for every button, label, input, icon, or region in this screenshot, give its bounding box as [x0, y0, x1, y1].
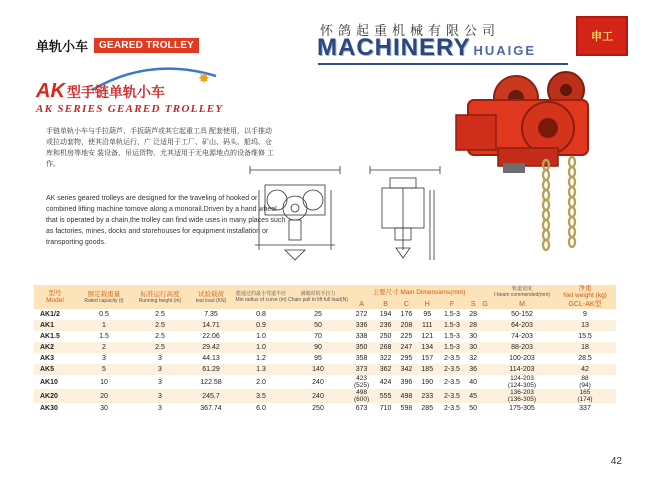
cell-run: 3	[132, 353, 188, 364]
cell-a: 336	[348, 320, 375, 331]
title-prefix: AK	[36, 80, 65, 102]
cell-s: 30	[466, 342, 480, 353]
table-row	[34, 353, 616, 364]
cell-m: 64-203	[490, 320, 554, 331]
col-track-width: 轨道宽度 I-beam commended(mm)	[490, 285, 554, 299]
cell-pull: 240	[288, 389, 348, 403]
cell-model: AK20	[34, 389, 76, 403]
cell-run: 3	[132, 403, 188, 414]
cell-c: 176	[396, 309, 417, 320]
cell-cap: 1.5	[76, 331, 132, 342]
cell-cap: 30	[76, 403, 132, 414]
col-net-weight: 净重 Net weight (kg)	[554, 285, 616, 299]
cell-cap: 10	[76, 375, 132, 389]
cell-s: 36	[466, 364, 480, 375]
cell-model: AK1	[34, 320, 76, 331]
cell-pull: 240	[288, 375, 348, 389]
cell-f: 2-3.5	[438, 403, 467, 414]
cell-h: 111	[417, 320, 438, 331]
cell-b: 710	[375, 403, 396, 414]
cell-f: 1.5-3	[438, 342, 467, 353]
cell-c: 208	[396, 320, 417, 331]
table-row	[34, 403, 616, 414]
cell-s: 28	[466, 320, 480, 331]
description-en: AK series geared trolleys are designed for the traveling of hooked or combined lifting machine tomove along a monorail.Driven by a hand wheel that is operated by a chain,the trolley can find wide uses in many places such as factories, mines, docks and storehouses for equipment installation or transporting goods.	[46, 195, 286, 246]
cell-w: 28.5	[554, 353, 616, 364]
title-cn: 型手链单轨小车	[66, 84, 165, 100]
cell-s: 45	[466, 389, 480, 403]
cell-a: 498 (600)	[348, 389, 375, 403]
cell-w: 9	[554, 309, 616, 320]
cell-pull: 140	[288, 364, 348, 375]
cell-test: 122.58	[188, 375, 234, 389]
cell-s: 28	[466, 309, 480, 320]
cell-run: 3	[132, 364, 188, 375]
table-row	[34, 375, 616, 389]
cell-model: AK5	[34, 364, 76, 375]
cell-b: 322	[375, 353, 396, 364]
dim-s: S	[466, 299, 480, 309]
cell-a: 272	[348, 309, 375, 320]
cell-cap: 1	[76, 320, 132, 331]
table-header-row	[34, 285, 616, 299]
cell-f: 2-3.5	[438, 389, 467, 403]
cell-test: 22.06	[188, 331, 234, 342]
table-row	[34, 309, 616, 320]
cell-c: 342	[396, 364, 417, 375]
cell-h: 134	[417, 342, 438, 353]
cell-c: 498	[396, 389, 417, 403]
cell-model: AK30	[34, 403, 76, 414]
cell-test: 14.71	[188, 320, 234, 331]
cell-cap: 5	[76, 364, 132, 375]
cell-test: 245.7	[188, 389, 234, 403]
cell-model: AK1/2	[34, 309, 76, 320]
weight-sub: GCL-AK型	[554, 299, 616, 309]
brand-underline	[318, 63, 568, 65]
cell-run: 3	[132, 375, 188, 389]
col-min-radius: 能通过的最小弯道半径 Min radius of curve (m)	[234, 285, 288, 309]
cell-g	[480, 364, 490, 375]
cell-test: 61.29	[188, 364, 234, 375]
section-header	[36, 36, 199, 55]
col-model: 型号 Model	[34, 285, 76, 309]
trolley-photo	[448, 70, 618, 260]
cell-g	[480, 353, 490, 364]
brand-sub: HUAIGE	[473, 43, 537, 58]
cell-b: 268	[375, 342, 396, 353]
cell-pull: 25	[288, 309, 348, 320]
cell-radius: 1.3	[234, 364, 288, 375]
cell-h: 233	[417, 389, 438, 403]
cell-radius: 0.8	[234, 309, 288, 320]
section-title-cn: 单轨小车	[36, 39, 89, 54]
company-logo: 申工	[576, 16, 628, 56]
cell-run: 2.5	[132, 309, 188, 320]
cell-g	[480, 375, 490, 389]
cell-m: 88-203	[490, 342, 554, 353]
cell-radius: 0.9	[234, 320, 288, 331]
col-test-load: 试验载荷 test load (KN)	[188, 285, 234, 309]
cell-m: 124-203 (124-305)	[490, 375, 554, 389]
cell-s: 40	[466, 375, 480, 389]
cell-cap: 0.5	[76, 309, 132, 320]
cell-g	[480, 320, 490, 331]
cell-f: 2-3.5	[438, 375, 467, 389]
cell-b: 194	[375, 309, 396, 320]
cell-cap: 2	[76, 342, 132, 353]
cell-pull: 90	[288, 342, 348, 353]
cell-radius: 6.0	[234, 403, 288, 414]
cell-test: 7.35	[188, 309, 234, 320]
cell-m: 50-152	[490, 309, 554, 320]
cell-h: 95	[417, 309, 438, 320]
track-sub: M	[490, 299, 554, 309]
table-body	[34, 309, 616, 414]
cell-c: 396	[396, 375, 417, 389]
cell-cap: 3	[76, 353, 132, 364]
dim-g: G	[480, 299, 490, 309]
star-icon: ✸	[198, 70, 210, 86]
dim-b: B	[375, 299, 396, 309]
brand-main: MACHINERY	[317, 34, 471, 61]
cell-w: 88 (94)	[554, 375, 616, 389]
cell-model: AK10	[34, 375, 76, 389]
cell-a: 423 (525)	[348, 375, 375, 389]
cell-h: 157	[417, 353, 438, 364]
cell-test: 44.13	[188, 353, 234, 364]
cell-g	[480, 309, 490, 320]
cell-model: AK1.5	[34, 331, 76, 342]
cell-g	[480, 389, 490, 403]
company-name-cn: 怀鸽起重机械有限公司	[320, 23, 501, 38]
table-row	[34, 342, 616, 353]
cell-m: 114-203	[490, 364, 554, 375]
cell-f: 1.5-3	[438, 309, 467, 320]
section-badge: GEARED TROLLEY	[94, 38, 199, 53]
cell-w: 165 (174)	[554, 389, 616, 403]
cell-pull: 70	[288, 331, 348, 342]
cell-a: 373	[348, 364, 375, 375]
side-view-drawing	[360, 160, 450, 265]
product-title	[36, 80, 165, 103]
cell-c: 598	[396, 403, 417, 414]
cell-h: 285	[417, 403, 438, 414]
cell-s: 30	[466, 331, 480, 342]
dim-f: F	[438, 299, 467, 309]
dim-a: A	[348, 299, 375, 309]
col-capacity: 额定载重量 Rated capacity (t)	[76, 285, 132, 309]
cell-g	[480, 331, 490, 342]
col-main-dimensions: 主要尺寸 Main Dimensions(mm)	[348, 285, 490, 299]
table-row	[34, 320, 616, 331]
cell-g	[480, 342, 490, 353]
cell-s: 32	[466, 353, 480, 364]
brand-logo	[317, 34, 536, 62]
table-row	[34, 389, 616, 403]
cell-m: 100-203	[490, 353, 554, 364]
cell-m: 175-305	[490, 403, 554, 414]
title-en: AK SERIES GEARED TROLLEY	[36, 103, 224, 115]
table-row	[34, 331, 616, 342]
cell-w: 15.5	[554, 331, 616, 342]
cell-f: 1.5-3	[438, 331, 467, 342]
cell-f: 2-3.5	[438, 353, 467, 364]
cell-pull: 250	[288, 403, 348, 414]
dim-h: H	[417, 299, 438, 309]
cell-pull: 95	[288, 353, 348, 364]
cell-g	[480, 403, 490, 414]
table-row	[34, 364, 616, 375]
cell-c: 247	[396, 342, 417, 353]
cell-c: 225	[396, 331, 417, 342]
cell-f: 2-3.5	[438, 364, 467, 375]
front-view-drawing	[245, 160, 345, 265]
cell-h: 121	[417, 331, 438, 342]
cell-radius: 1.0	[234, 342, 288, 353]
cell-run: 2.5	[132, 331, 188, 342]
cell-test: 29.42	[188, 342, 234, 353]
cell-b: 555	[375, 389, 396, 403]
cell-c: 295	[396, 353, 417, 364]
cell-a: 350	[348, 342, 375, 353]
cell-w: 13	[554, 320, 616, 331]
cell-h: 185	[417, 364, 438, 375]
cell-f: 1.5-3	[438, 320, 467, 331]
cell-b: 236	[375, 320, 396, 331]
cell-a: 358	[348, 353, 375, 364]
cell-a: 673	[348, 403, 375, 414]
col-running-height: 标准运行高度 Running height (m)	[132, 285, 188, 309]
cell-model: AK2	[34, 342, 76, 353]
cell-radius: 1.2	[234, 353, 288, 364]
page-number: 42	[610, 456, 622, 467]
cell-b: 362	[375, 364, 396, 375]
cell-pull: 50	[288, 320, 348, 331]
cell-model: AK3	[34, 353, 76, 364]
cell-b: 250	[375, 331, 396, 342]
cell-s: 50	[466, 403, 480, 414]
cell-radius: 3.5	[234, 389, 288, 403]
cell-m: 136-203 (136-305)	[490, 389, 554, 403]
cell-b: 424	[375, 375, 396, 389]
cell-test: 367.74	[188, 403, 234, 414]
cell-w: 42	[554, 364, 616, 375]
cell-run: 3	[132, 389, 188, 403]
cell-run: 2.5	[132, 320, 188, 331]
cell-radius: 1.0	[234, 331, 288, 342]
specification-table	[34, 285, 616, 414]
cell-w: 337	[554, 403, 616, 414]
cell-h: 190	[417, 375, 438, 389]
cell-run: 2.5	[132, 342, 188, 353]
cell-cap: 20	[76, 389, 132, 403]
dim-c: C	[396, 299, 417, 309]
cell-m: 74-203	[490, 331, 554, 342]
cell-a: 338	[348, 331, 375, 342]
description-cn: 手链单轨小车与手拉葫芦、手扳葫芦或其它起重工具 配套使用，以手推动或拉动套物，使其沿单轨运行，广 泛适用于工厂、矿山、码头、船坞、仓库和机房等地安 装设备、吊运货物，尤其适用于无电源地点的设备维修 工作。	[46, 128, 274, 168]
cell-radius: 2.0	[234, 375, 288, 389]
cell-w: 18	[554, 342, 616, 353]
col-chain-pull: 满载时的手拉力 Chain pull to lift full load(N)	[288, 285, 348, 309]
